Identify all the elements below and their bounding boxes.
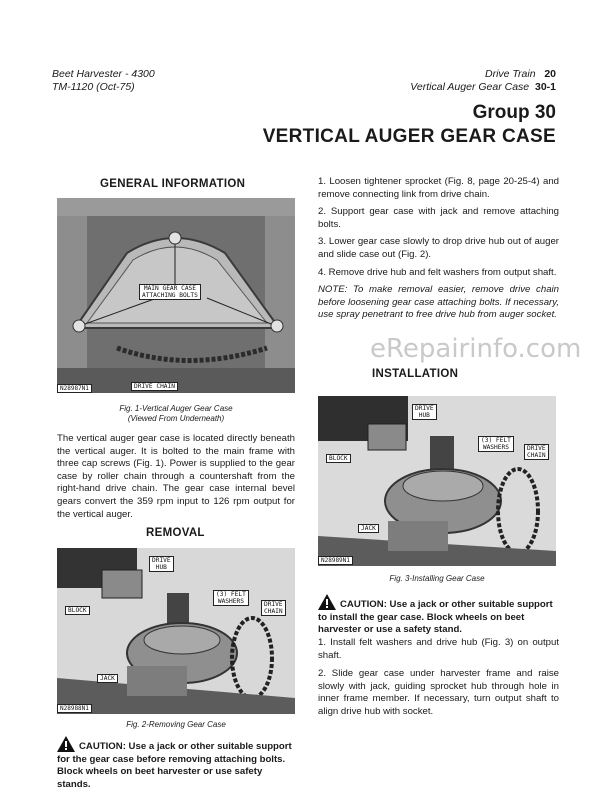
page-number: 30-1 [534,81,556,93]
manual-title: Beet Harvester - 4300 [52,68,155,80]
installation-step-2: 2. Slide gear case under harvester frame and raise slowly with jack, guiding sprocket hub through hole in inner frame member. If necessary, turn output shaft to align drive hub with socket. [318,668,559,717]
figure-3-photo [318,396,556,566]
warning-icon [318,594,336,610]
drive-hub-label: DRIVE HUB [149,556,174,572]
drive-chain-label: DRIVE CHAIN [131,382,178,391]
figure-2-photo [57,548,295,714]
section-name: Drive Train [484,68,536,80]
group-title: Group 30 [472,102,556,123]
drive-chain-label: DRIVE CHAIN [261,600,286,616]
installation-steps [318,637,559,719]
header-right [410,68,556,94]
removal-caution-text: CAUTION: Use a jack or other suitable support for the gear case before removing attaching bolts. Block wheels on beet harvester or use safety stands. [57,741,292,790]
jack-label: JACK [97,674,118,683]
removal-step-4: 4. Remove drive hub and felt washers from output shaft. [318,266,557,278]
warning-icon [57,736,75,752]
main-gear-case-label: MAIN GEAR CASE ATTACHING BOLTS [139,284,201,300]
figure-2-caption: Fig. 2-Removing Gear Case [126,720,226,729]
installation-heading: INSTALLATION [372,368,459,380]
drive-chain-label: DRIVE CHAIN [524,444,549,460]
removal-step-2: 2. Support gear case with jack and remove attaching bolts. [318,206,559,230]
figure-1-caption-line1: Fig. 1-Vertical Auger Gear Case [119,404,233,413]
removal-step-3: 3. Lower gear case slowly to drop drive hub out of auger and slide case out (Fig. 2). [318,236,559,260]
figure-3-caption: Fig. 3-Installing Gear Case [389,574,485,583]
figure-2-id: N28988N1 [57,704,92,713]
felt-washers-label: (3) FELT WASHERS [478,436,514,452]
removal-note: NOTE: To make removal easier, remove drive chain before loosening gear case attaching bolts. If necessary, use spray penetrant to free drive hub from auger socket. [318,284,559,321]
watermark: eRepairinfo.com [370,334,582,364]
figure-1-caption-line2: (Viewed From Underneath) [127,414,225,423]
drive-hub-label: DRIVE HUB [412,404,437,420]
installation-step-1: 1. Install felt washers and drive hub (Fig. 3) on output shaft. [318,637,559,661]
block-label: BLOCK [326,454,351,463]
removal-steps [318,176,559,322]
jack-label: JACK [358,524,379,533]
header-left [52,68,155,94]
removal-heading: REMOVAL [146,527,205,539]
figure-1-photo [57,198,295,393]
page-subject: Vertical Auger Gear Case [410,81,530,93]
installation-caution [318,594,559,637]
removal-caution [57,736,297,791]
block-label: BLOCK [65,606,90,615]
removal-step-1: 1. Loosen tightener sprocket (Fig. 8, page 20-25-4) and remove connecting link from drive chain. [318,176,559,200]
figure-1-caption [57,404,295,424]
manual-number: TM-1120 (Oct-75) [52,81,135,93]
section-number: 20 [544,68,556,80]
felt-washers-label: (3) FELT WASHERS [213,590,249,606]
installation-caution-text: CAUTION: Use a jack or other suitable support to install the gear case. Block wheels on beet harvester or use a safety stand. [318,599,553,636]
page-title: VERTICAL AUGER GEAR CASE [262,126,556,147]
figure-3-id: N28989N1 [318,556,353,565]
general-information-heading: GENERAL INFORMATION [100,178,246,190]
figure-1-id: N28987N1 [57,384,92,393]
general-information-text: The vertical auger gear case is located directly beneath the vertical auger. It is bolted to the main frame with three cap screws (Fig. 1). Power is supplied to the gear case by roller chain through a countershaft from the right-hand drive chain. The gear case internal bevel gears convert the 359 rpm input to 126 rpm output for the vertical auger. [57,433,295,520]
